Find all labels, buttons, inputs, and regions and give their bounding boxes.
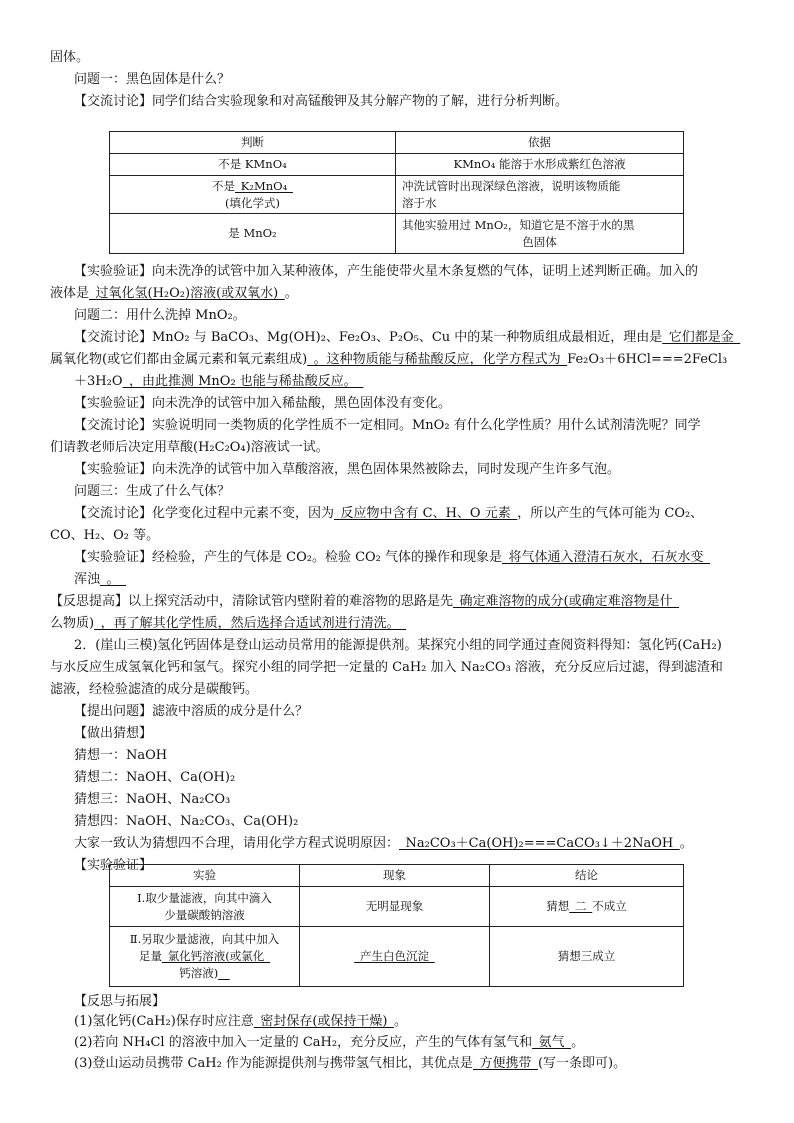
table-header: 依据: [396, 132, 684, 154]
body-line: 液体是 过氧化氢(H₂O₂)溶液(或双氧水) 。: [50, 286, 298, 301]
reflection-line: (1)氢化钙(CaH₂)保存时应注意 密封保存(或保持干燥) 。: [74, 1014, 407, 1029]
table-cell: KMnO₄ 能溶于水形成紫红色溶液: [396, 154, 684, 176]
experiment-table: [109, 864, 684, 987]
table-cell: [110, 887, 300, 927]
answer-blank: 二: [569, 899, 593, 913]
cell-line: (填化学式): [225, 195, 280, 210]
cell-line: 钙溶液): [116, 965, 293, 982]
cell-line: 其他实验用过 MnO₂，知道它是不溶于水的黑: [402, 217, 635, 232]
body-line: 猜想一：NaOH: [74, 748, 168, 763]
table-header: 现象: [300, 865, 490, 887]
body-line: 么物质) ，再了解其化学性质，然后选择合适试剂进行清洗。: [50, 616, 407, 631]
body-line: 【实验验证】: [74, 858, 153, 873]
body-line: 【交流讨论】实验说明同一类物质的化学性质不一定相同。MnO₂ 有什么化学性质？用什么试剂清洗呢？同学: [74, 418, 701, 433]
answer-blank: Na₂CO₃＋Ca(OH)₂===CaCO₃↓＋2NaOH: [399, 836, 680, 851]
table-cell: 是 MnO₂: [110, 214, 396, 254]
answer-blank: 。这种物质能与稀盐酸反应，化学方程式为: [307, 352, 568, 367]
table-cell: 猜想三成立: [490, 927, 684, 987]
table-cell: [110, 927, 300, 987]
table-header: 实验: [110, 865, 300, 887]
answer-blank: ，再了解其化学性质，然后选择合适试剂进行清洗。: [94, 616, 407, 631]
body-line: 属氧化物(或它们都由金属元素和氧元素组成) 。这种物质能与稀盐酸反应，化学方程式为 Fe₂O₃＋6HCl===2FeCl₃: [50, 352, 728, 367]
table-header: 判断: [110, 132, 396, 154]
body-line: 猜想三：NaOH、Na₂CO₃: [74, 792, 231, 807]
text-line: 【交流讨论】同学们结合实验现象和对高锰酸钾及其分解产物的了解，进行分析判断。: [74, 94, 569, 109]
body-line: 们请教老师后决定用草酸(H₂C₂O₄)溶液试一试。: [50, 440, 329, 455]
body-line: 【实验验证】向未洗净的试管中加入某种液体，产生能使带火星木条复燃的气体，证明上述判断正确。加入的: [74, 264, 699, 279]
table-header: 结论: [490, 865, 684, 887]
answer-blank: K₂MnO₄: [235, 178, 293, 193]
body-line: 【做出猜想】: [74, 726, 153, 741]
body-line: 与水反应生成氢氧化钙和氢气。探究小组的同学把一定量的 CaH₂ 加入 Na₂CO₃ 溶液，充分反应后过滤，得到滤渣和: [50, 660, 723, 675]
body-line: 问题三：生成了什么气体？: [74, 484, 231, 499]
body-line: 【实验验证】向未洗净的试管中加入稀盐酸，黑色固体没有变化。: [74, 396, 452, 411]
body-line: 【实验验证】经检验，产生的气体是 CO₂。检验 CO₂ 气体的操作和现象是 将气体通入澄清石灰水，石灰水变: [74, 550, 711, 565]
table-cell: 不是 KMnO₄: [110, 154, 396, 176]
answer-blank: 。: [100, 572, 127, 587]
table-cell: 无明显现象: [300, 887, 490, 927]
table-cell: [300, 927, 490, 987]
answer-blank: 确定难溶物的成分(或确定难溶物是什: [453, 594, 680, 609]
answer-blank: 反应物中含有 C、H、O 元素: [334, 506, 518, 521]
body-line: 大家一致认为猜想四不合理，请用化学方程式说明原因： Na₂CO₃＋Ca(OH)₂===CaCO₃↓＋2NaOH 。: [74, 836, 693, 851]
answer-blank: 氯化钙溶液(或氯化: [162, 949, 270, 963]
body-line: 【提出问题】滤液中溶质的成分是什么？: [74, 704, 309, 719]
answer-blank: [218, 966, 230, 980]
cell-line: 冲洗试管时出现深绿色溶液，说明该物质能: [402, 178, 621, 193]
body-line: CO、H₂、O₂ 等。: [50, 528, 160, 543]
body-line: 浑浊 。: [74, 572, 127, 587]
body-line: 猜想二：NaOH、Ca(OH)₂: [74, 770, 236, 785]
cell-line: Ⅱ.另取少量滤液，向其中加入: [129, 932, 280, 946]
question-one: 问题一：黑色固体是什么？: [74, 72, 231, 87]
table-cell: [396, 176, 684, 214]
cell-line: 不是 K₂MnO₄: [212, 178, 293, 193]
table-cell: [396, 214, 684, 254]
cell-line: 色固体: [522, 234, 557, 249]
body-line: ＋3H₂O ，由此推测 MnO₂ 也能与稀盐酸反应。: [74, 374, 364, 389]
answer-blank: 过氧化氢(H₂O₂)溶液(或双氧水): [89, 286, 285, 301]
reflection-line: (2)若向 NH₄Cl 的溶液中加入一定量的 CaH₂，充分反应，产生的气体有氢气和 氨气 。: [74, 1035, 585, 1050]
table-cell: [110, 176, 396, 214]
body-line: 【实验验证】向未洗净的试管中加入草酸溶液，黑色固体果然被除去，同时发现产生许多气泡。: [74, 462, 621, 477]
cell-line: 少量碳酸钠溶液: [164, 907, 245, 922]
body-line: 【反思提高】以上探究活动中，清除试管内壁附着的难溶物的思路是先 确定难溶物的成分(或确定难溶物是什: [50, 594, 680, 609]
text-line: 固体。: [50, 50, 90, 65]
judgement-table: [109, 131, 684, 254]
body-line: 2．(崖山三模)氢化钙固体是登山运动员常用的能源提供剂。某探究小组的同学通过查阅资料得知：氢化钙(CaH₂): [74, 638, 722, 653]
table-cell: 猜想 二 不成立: [490, 887, 684, 927]
answer-blank: 将气体通入澄清石灰水，石灰水变: [502, 550, 711, 565]
answer-blank: 产生白色沉淀: [354, 949, 435, 963]
cell-line: 足量 氯化钙溶液(或氯化: [139, 949, 270, 963]
answer-blank: ，由此推测 MnO₂ 也能与稀盐酸反应。: [122, 374, 364, 389]
cell-line: Ⅰ.取少量滤液，向其中滴入: [137, 890, 272, 905]
body-line: 【交流讨论】MnO₂ 与 BaCO₃、Mg(OH)₂、Fe₂O₃、P₂O₅、Cu 中的某一种物质组成最相近，理由是 它们都是金: [74, 330, 741, 345]
answer-blank: 它们都是金: [662, 330, 741, 345]
body-line: 猜想四：NaOH、Na₂CO₃、Ca(OH)₂: [74, 814, 299, 829]
reflection-line: (3)登山运动员携带 CaH₂ 作为能源提供剂与携带氢气相比，其优点是 方便携带 (写一条即可)。: [74, 1056, 627, 1071]
body-line: 滤液，经检验滤渣的成分是碳酸钙。: [50, 682, 259, 697]
reflection-line: 【反思与拓展】: [74, 994, 166, 1009]
cell-line: 溶于水: [402, 195, 437, 210]
answer-blank: 方便携带: [472, 1056, 538, 1071]
answer-blank: 密封保存(或保持干燥): [253, 1014, 394, 1029]
body-line: 问题二：用什么洗掉 MnO₂。: [74, 308, 246, 323]
body-line: 【交流讨论】化学变化过程中元素不变，因为 反应物中含有 C、H、O 元素 ，所以产生的气体可能为 CO₂、: [74, 506, 704, 521]
answer-blank: 氨气: [532, 1035, 572, 1050]
